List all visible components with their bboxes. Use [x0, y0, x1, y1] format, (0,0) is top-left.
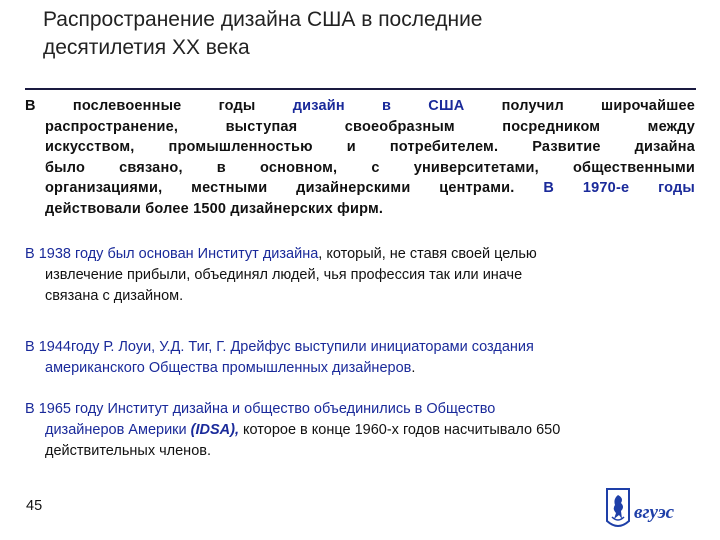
page-number: 45	[26, 498, 43, 514]
text-run: распространение, выступая своеобразным посредником между	[45, 118, 695, 135]
paragraph-line	[25, 158, 695, 179]
slide-title: Распространение дизайна США в последние десятилетия XX века	[43, 8, 483, 59]
text-run: В 1965 году Институт дизайна и общество объединились в Общество	[25, 401, 496, 417]
paragraph-line	[25, 399, 695, 420]
paragraph-line	[25, 265, 695, 286]
text-run: действительных членов.	[45, 443, 211, 459]
text-run: которое в конце 1960-х годов насчитывало 650	[239, 422, 561, 438]
paragraph-line	[25, 244, 695, 265]
text-run: В 1938 году был основан Институт дизайна	[25, 246, 319, 262]
text-run: связана с дизайном.	[45, 288, 184, 304]
text-run: получил широчайшее	[464, 98, 696, 114]
text-run: дизайнеров Америки	[45, 422, 191, 438]
title-divider	[25, 88, 696, 90]
university-emblem-icon	[607, 489, 629, 526]
university-logo	[604, 487, 710, 535]
text-run: искусством, промышленностью и потребителем. Развитие дизайна	[45, 139, 695, 155]
logo-text: вгуэс	[634, 502, 675, 523]
paragraph-society-1944	[25, 337, 695, 379]
paragraph-line	[25, 199, 695, 220]
text-run: В 1970-е годы	[543, 180, 695, 196]
paragraph-line	[25, 420, 695, 441]
paragraph-line	[25, 178, 695, 199]
paragraph-line	[25, 117, 695, 138]
text-run: американского Общества промышленных дизайнеров	[45, 360, 412, 376]
paragraph-line	[25, 358, 695, 379]
paragraph-postwar	[25, 96, 695, 219]
text-run: .	[378, 200, 384, 217]
text-run: , который, не ставя своей целью	[318, 246, 537, 262]
text-run: было связано, в основном, с университетами, общественными	[45, 159, 695, 176]
paragraph-line	[25, 337, 695, 358]
text-run: В 1944году Р. Лоуи, У.Д. Тиг, Г. Дрейфус выступили инициаторами создания	[25, 339, 534, 355]
paragraph-line	[25, 137, 695, 158]
text-run: действовали более 1500 дизайнерских фирм	[45, 200, 379, 217]
text-run: организациями, местными дизайнерскими центрами.	[45, 180, 544, 196]
paragraph-line	[25, 286, 695, 307]
paragraph-line	[25, 96, 695, 117]
paragraph-institute-1938	[25, 244, 695, 307]
text-run: .	[411, 360, 416, 376]
paragraph-line	[25, 441, 695, 462]
text-run: (IDSA),	[190, 422, 239, 438]
text-run: В послевоенные годы	[25, 98, 293, 114]
paragraph-idsa-1965	[25, 399, 695, 462]
text-run: дизайн в США	[292, 98, 465, 114]
text-run: извлечение прибыли, объединял людей, чья профессия так или иначе	[45, 267, 523, 283]
